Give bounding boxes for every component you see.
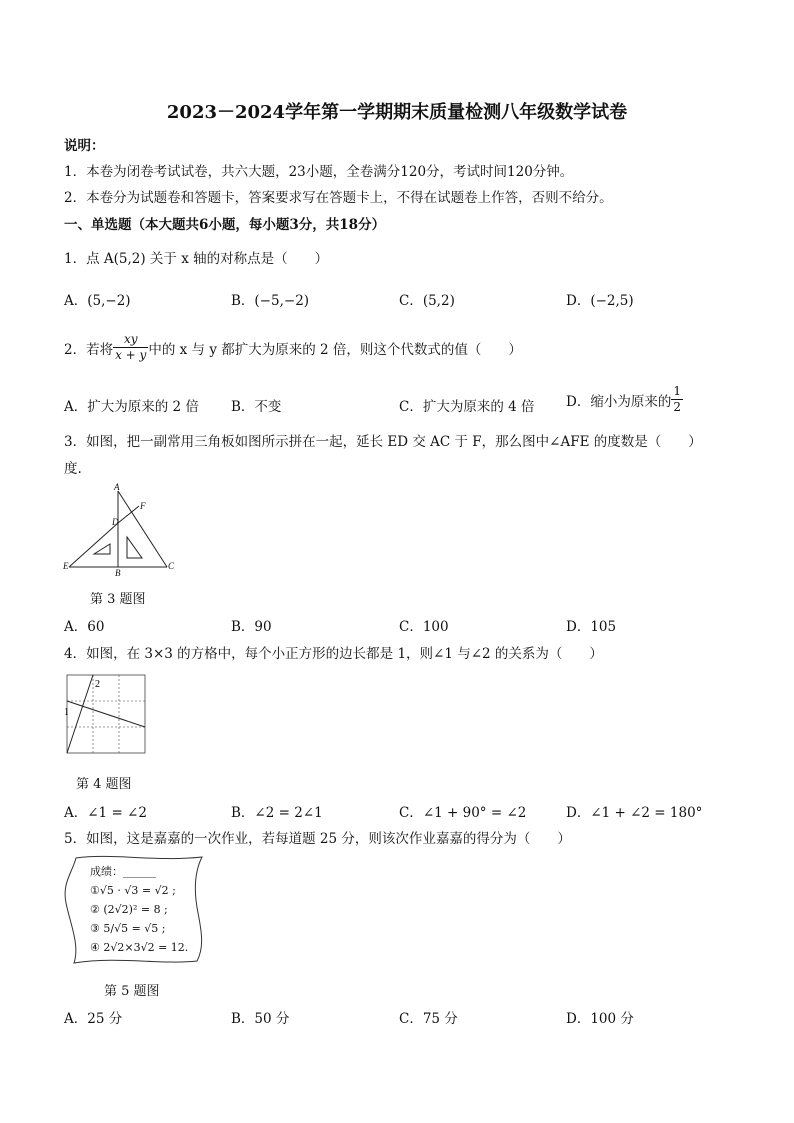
q3-stem-cont: 度. <box>64 461 82 477</box>
notes-line-2: 2．本卷分为试题卷和答题卡，答案要求写在答题卡上，不得在试题卷上作答，否则不给分。 <box>64 190 613 206</box>
q2-stem-post: 中的 x 与 y 都扩大为原来的 2 倍，则这个代数式的值（ ） <box>148 341 522 358</box>
q5-option-c: C．75 分 <box>399 1011 458 1027</box>
q5-stem: 5．如图，这是嘉嘉的一次作业，若每道题 25 分，则该次作业嘉嘉的得分为（ ） <box>64 831 571 847</box>
q2-option-b: B．不变 <box>231 399 282 415</box>
label-c: C <box>168 561 175 571</box>
q3-caption: 第 3 题图 <box>90 592 146 607</box>
q1-option-b: B．(−5,−2) <box>231 293 310 309</box>
q4-caption: 第 4 题图 <box>76 777 132 792</box>
q4-stem: 4．如图，在 3×3 的方格中，每个小正方形的边长都是 1，则∠1 与∠2 的关系为（ ） <box>64 646 603 662</box>
q4-option-c: C．∠1 + 90° = ∠2 <box>399 805 527 821</box>
q1-option-d: D．(−2,5) <box>566 293 634 309</box>
q2-option-d-text: D．缩小为原来的 <box>566 393 672 410</box>
q3-figure <box>60 482 180 578</box>
notes-heading: 说明： <box>64 138 105 154</box>
q3-option-a: A．60 <box>64 619 105 635</box>
page-title: 2023－2024学年第一学期期末质量检测八年级数学试卷 <box>166 102 628 123</box>
homework-line-2: ② (2√2)² = 8 ; <box>90 903 168 916</box>
label-a: A <box>114 482 120 492</box>
q2-option-c: C．扩大为原来的 4 倍 <box>399 399 535 415</box>
q4-option-b: B．∠2 = 2∠1 <box>231 805 323 821</box>
label-b: B <box>115 568 121 578</box>
angle-1-label: 1 <box>64 707 69 718</box>
label-e: E <box>63 561 69 571</box>
notes-line-1: 1．本卷为闭卷考试试卷，共六大题，23小题，全卷满分120分，考试时间120分钟。 <box>64 164 574 180</box>
q1-option-a: A．(5,−2) <box>64 293 131 309</box>
q5-caption: 第 5 题图 <box>104 984 160 999</box>
homework-line-1: ①√5 · √3 = √2 ; <box>90 884 176 897</box>
q2-fraction <box>113 332 148 363</box>
homework-card-content <box>90 862 188 957</box>
homework-line-3: ③ 5/√5 = √5 ; <box>90 922 166 935</box>
q4-grid-figure <box>60 668 152 760</box>
q2-option-d <box>566 384 683 415</box>
q1-option-c: C．(5,2) <box>399 293 455 309</box>
q2-option-d-num: 1 <box>673 384 681 398</box>
q3-option-b: B．90 <box>231 619 272 635</box>
q2-option-d-den: 2 <box>673 400 681 414</box>
q3-option-c: C．100 <box>399 619 449 635</box>
q3-option-d: D．105 <box>566 619 617 635</box>
q2-stem-pre: 2．若将 <box>64 341 114 358</box>
q5-option-b: B．50 分 <box>231 1011 290 1027</box>
angle-2-label: 2 <box>95 679 100 690</box>
q3-stem: 3．如图，把一副常用三角板如图所示拼在一起，延长 ED 交 AC 于 F，那么图中∠AFE 的度数是（ ） <box>64 434 702 450</box>
section-heading: 一、单选题（本大题共6小题，每小题3分，共18分） <box>64 217 386 233</box>
homework-card-title: 成绩：______ <box>90 865 156 878</box>
q2-frac-den: x + y <box>115 348 147 362</box>
q4-option-d: D．∠1 + ∠2 = 180° <box>566 805 703 821</box>
q4-option-a: A．∠1 = ∠2 <box>64 805 147 821</box>
q1-stem: 1．点 A(5,2) 关于 x 轴的对称点是（ ） <box>64 251 329 267</box>
homework-line-4: ④ 2√2×3√2 = 12. <box>90 941 189 954</box>
label-f: F <box>140 501 146 511</box>
q2-option-d-fraction <box>671 384 683 415</box>
q5-option-d: D．100 分 <box>566 1011 634 1027</box>
label-d: D <box>112 517 119 527</box>
q2-frac-num: xy <box>113 332 148 348</box>
q2-option-a: A．扩大为原来的 2 倍 <box>64 399 199 415</box>
q2-stem <box>64 332 522 363</box>
q5-option-a: A．25 分 <box>64 1011 123 1027</box>
